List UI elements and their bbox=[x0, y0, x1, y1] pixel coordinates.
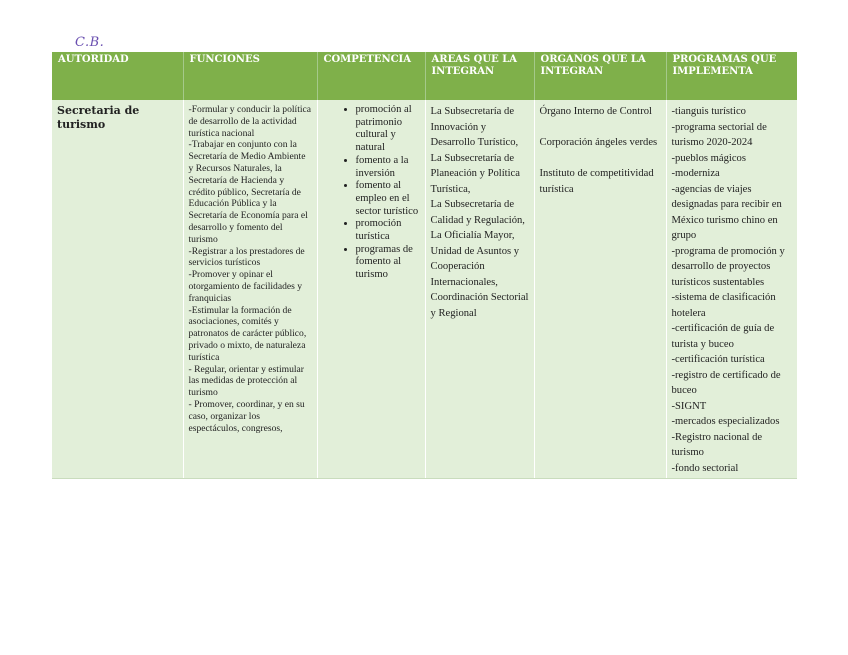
authority-table bbox=[52, 52, 797, 479]
competencia-list bbox=[318, 104, 421, 282]
table-row bbox=[52, 104, 797, 479]
cell-organos: Órgano Interno de Control Corporación ángeles verdes Instituto de competitividad turística bbox=[534, 104, 666, 479]
header-funciones: FUNCIONES bbox=[183, 52, 317, 100]
header-competencia: COMPETENCIA bbox=[317, 52, 425, 100]
header-organos: ORGANOS QUE LA INTEGRAN bbox=[534, 52, 666, 100]
list-item: • fomento a la inversión bbox=[356, 155, 421, 180]
list-item: • fomento al empleo en el sector turístico bbox=[356, 180, 421, 218]
header-programas: PROGRAMAS QUE IMPLEMENTA bbox=[666, 52, 797, 100]
list-item: • promoción al patrimonio cultural y natural bbox=[356, 104, 421, 155]
cell-programas: -tianguis turístico -programa sectorial de turismo 2020-2024 -pueblos mágicos -moderniza -agencias de viajes designadas para recibir en México turismo chino en grupo -programa de promoción y desarrollo de proyectos turísticos sustentables -sistema de clasificación hotelera -certificación de guía de turista y buceo -certificación turística -registro de certificado de buceo -SIGNT -mercados especializados -Registro nacional de turismo -fondo sectorial bbox=[666, 104, 797, 479]
header-areas: AREAS QUE LA INTEGRAN bbox=[425, 52, 534, 100]
header-autoridad: AUTORIDAD bbox=[52, 52, 183, 100]
list-item: • programas de fomento al turismo bbox=[356, 244, 421, 282]
list-item: • promoción turística bbox=[356, 218, 421, 243]
table-header-row bbox=[52, 52, 797, 100]
cell-competencia bbox=[317, 104, 425, 479]
author-initials: C.B. bbox=[75, 35, 105, 50]
cell-autoridad: Secretaria de turismo bbox=[52, 104, 183, 479]
cell-areas: La Subsecretaría de Innovación y Desarrollo Turístico, La Subsecretaría de Planeación y Política Turística, La Subsecretaría de Calidad y Regulación, La Oficialía Mayor, Unidad de Asuntos y Cooperación Internacionales, Coordinación Sectorial y Regional bbox=[425, 104, 534, 479]
cell-funciones: -Formular y conducir la política de desarrollo de la actividad turística nacional -Trabajar en conjunto con la Secretaría de Medio Ambiente y Recursos Naturales, la Secretaría de Hacienda y crédito público, Secretaría de Educación Pública y la Secretaría de Economía para el desarrollo y fomento del turismo -Registrar a los prestadores de servicios turísticos -Promover y opinar el otorgamiento de facilidades y franquicias -Estimular la formación de asociaciones, comités y patronatos de carácter público, privado o mixto, de naturaleza turística - Regular, orientar y estimular las medidas de protección al turismo - Promover, coordinar, y en su caso, organizar los espectáculos, congresos, bbox=[183, 104, 317, 479]
